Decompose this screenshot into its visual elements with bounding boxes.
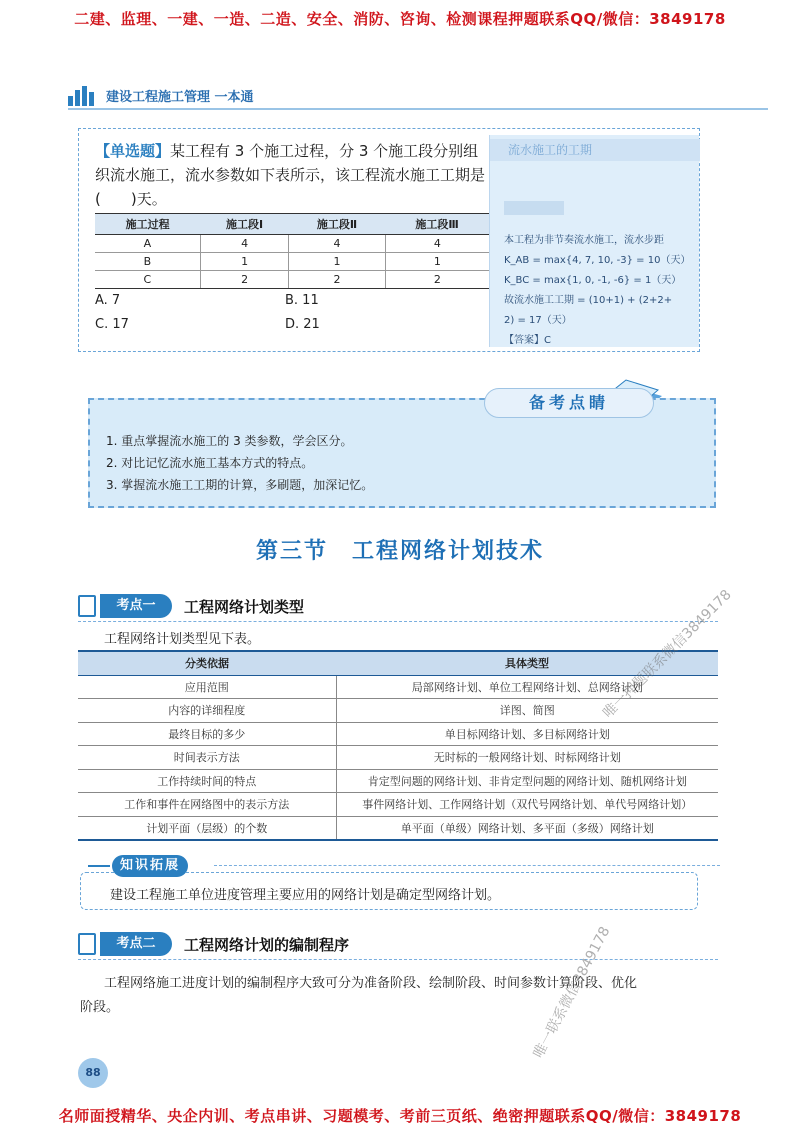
table-cell: 4 bbox=[289, 235, 385, 253]
section-title: 第三节 工程网络计划技术 bbox=[255, 538, 544, 564]
extension-label: 知识拓展 bbox=[112, 855, 188, 877]
answer-explanation bbox=[504, 231, 696, 331]
table-cell: 工作持续时间的特点 bbox=[78, 769, 336, 793]
table-cell: 内容的详细程度 bbox=[78, 699, 336, 723]
question-box bbox=[78, 128, 700, 352]
option-a: A. 7 bbox=[95, 293, 121, 308]
table-cell: 2 bbox=[289, 271, 385, 289]
book-header bbox=[68, 84, 768, 106]
table-cell: 单平面（单级）网络计划、多平面（多级）网络计划 bbox=[336, 816, 718, 840]
table-row bbox=[78, 793, 718, 817]
kp2-label: 考点二 bbox=[100, 932, 172, 956]
table-cell: B bbox=[95, 253, 200, 271]
answer-line: 2) = 17（天） bbox=[504, 315, 572, 326]
header-rule bbox=[68, 108, 768, 110]
table-cell: 事件网络计划、工作网络计划（双代号网络计划、单代号网络计划） bbox=[336, 793, 718, 817]
table-cell: 详图、简图 bbox=[336, 699, 718, 723]
document-icon bbox=[78, 595, 96, 617]
kp2-heading bbox=[78, 930, 778, 958]
table-cell: 工作和事件在网络图中的表示方法 bbox=[78, 793, 336, 817]
extension-badge bbox=[88, 855, 188, 877]
table-cell: 无时标的一般网络计划、时标网络计划 bbox=[336, 746, 718, 770]
answer-header: 流水施工的工期 bbox=[490, 139, 700, 161]
kp2-text-line2: 阶段。 bbox=[80, 1000, 120, 1015]
network-plan-type-table bbox=[78, 650, 718, 841]
option-c: C. 17 bbox=[95, 317, 129, 332]
answer-line: K_BC = max{1, 0, -1, -6} = 1（天） bbox=[504, 275, 682, 286]
table-row bbox=[95, 271, 489, 289]
page-number: 88 bbox=[78, 1058, 108, 1088]
table-cell: 2 bbox=[385, 271, 489, 289]
table-row bbox=[78, 769, 718, 793]
table-row bbox=[78, 722, 718, 746]
arrow-icon bbox=[88, 865, 110, 867]
table-row bbox=[95, 253, 489, 271]
answer-panel bbox=[489, 135, 699, 347]
answer-line: K_AB = max{4, 7, 10, -3} = 10（天） bbox=[504, 255, 691, 266]
key-point-item: 3. 掌握流水施工工期的计算，多刷题，加深记忆。 bbox=[106, 478, 374, 492]
kp1-intro: 工程网络计划类型见下表。 bbox=[104, 632, 261, 647]
extension-text: 建设工程施工单位进度管理主要应用的网络计划是确定型网络计划。 bbox=[110, 888, 501, 903]
question-text bbox=[95, 139, 485, 211]
table-header: 施工段Ⅲ bbox=[385, 214, 489, 235]
watermark-text: 唯一联系微信3849178 bbox=[530, 924, 614, 1061]
book-icon bbox=[68, 84, 98, 106]
table-cell: 1 bbox=[385, 253, 489, 271]
kp2-title: 工程网络计划的编制程序 bbox=[184, 935, 350, 954]
question-stem: 某工程有 3 个施工过程，分 3 个施工段分别组织流水施工，流水参数如下表所示，该工程流水施工工期是( )天。 bbox=[95, 142, 486, 208]
table-header: 施工过程 bbox=[95, 214, 200, 235]
table-cell: 2 bbox=[200, 271, 289, 289]
table-row bbox=[95, 235, 489, 253]
table-cell: 4 bbox=[385, 235, 489, 253]
top-promo-banner: 二建、监理、一建、一造、二造、安全、消防、咨询、检测课程押题联系QQ/微信：3849178 bbox=[74, 10, 726, 28]
table-cell: 肯定型问题的网络计划、非肯定型问题的网络计划、随机网络计划 bbox=[336, 769, 718, 793]
extension-dashed-line bbox=[214, 865, 720, 866]
bottom-promo-banner: 名师面授精华、央企内训、考点串讲、习题模考、考前三页纸、绝密押题联系QQ/微信：3849178 bbox=[58, 1107, 742, 1125]
table-cell: A bbox=[95, 235, 200, 253]
key-points-box bbox=[88, 393, 716, 508]
table-cell: 应用范围 bbox=[78, 675, 336, 699]
question-tag: 【单选题】 bbox=[95, 142, 171, 160]
table-cell: 单目标网络计划、多目标网络计划 bbox=[336, 722, 718, 746]
table-row bbox=[78, 746, 718, 770]
table-cell: 1 bbox=[289, 253, 385, 271]
key-point-item: 1. 重点掌握流水施工的 3 类参数，学会区分。 bbox=[106, 434, 353, 448]
answer-line: 本工程为非节奏流水施工，流水步距 bbox=[504, 235, 664, 246]
answer-line: 故流水施工工期 = (10+1) + (2+2+ bbox=[504, 295, 673, 306]
table-header: 具体类型 bbox=[336, 651, 718, 675]
table-header: 施工段Ⅱ bbox=[289, 214, 385, 235]
kp2-text-line1: 工程网络施工进度计划的编制程序大致可分为准备阶段、绘制阶段、时间参数计算阶段、优化 bbox=[104, 976, 638, 991]
table-cell: 最终目标的多少 bbox=[78, 722, 336, 746]
kp1-label: 考点一 bbox=[100, 594, 172, 618]
option-d: D. 21 bbox=[285, 317, 320, 332]
table-header: 施工段Ⅰ bbox=[200, 214, 289, 235]
kp1-title: 工程网络计划类型 bbox=[184, 597, 305, 616]
table-cell: C bbox=[95, 271, 200, 289]
watermark-text: 唯一押题联系微信3849178 bbox=[600, 586, 735, 722]
option-b: B. 11 bbox=[285, 293, 319, 308]
table-row bbox=[78, 816, 718, 840]
table-cell: 计划平面（层级）的个数 bbox=[78, 816, 336, 840]
key-point-item: 2. 对比记忆流水施工基本方式的特点。 bbox=[106, 456, 314, 470]
table-cell: 4 bbox=[200, 235, 289, 253]
answer-key: 【答案】C bbox=[504, 335, 551, 346]
table-cell: 局部网络计划、单位工程网络计划、总网络计划 bbox=[336, 675, 718, 699]
table-cell: 1 bbox=[200, 253, 289, 271]
kp1-rule bbox=[78, 621, 718, 622]
table-cell: 时间表示方法 bbox=[78, 746, 336, 770]
book-title: 建设工程施工管理 一本通 bbox=[106, 89, 254, 105]
document-icon bbox=[78, 933, 96, 955]
flow-parameter-table bbox=[95, 213, 489, 289]
kp1-heading bbox=[78, 592, 778, 620]
kp2-rule bbox=[78, 959, 718, 960]
table-header: 分类依据 bbox=[78, 651, 336, 675]
answer-subheader-bar bbox=[504, 201, 564, 215]
key-points-badge: 备考点睛 bbox=[484, 388, 654, 418]
